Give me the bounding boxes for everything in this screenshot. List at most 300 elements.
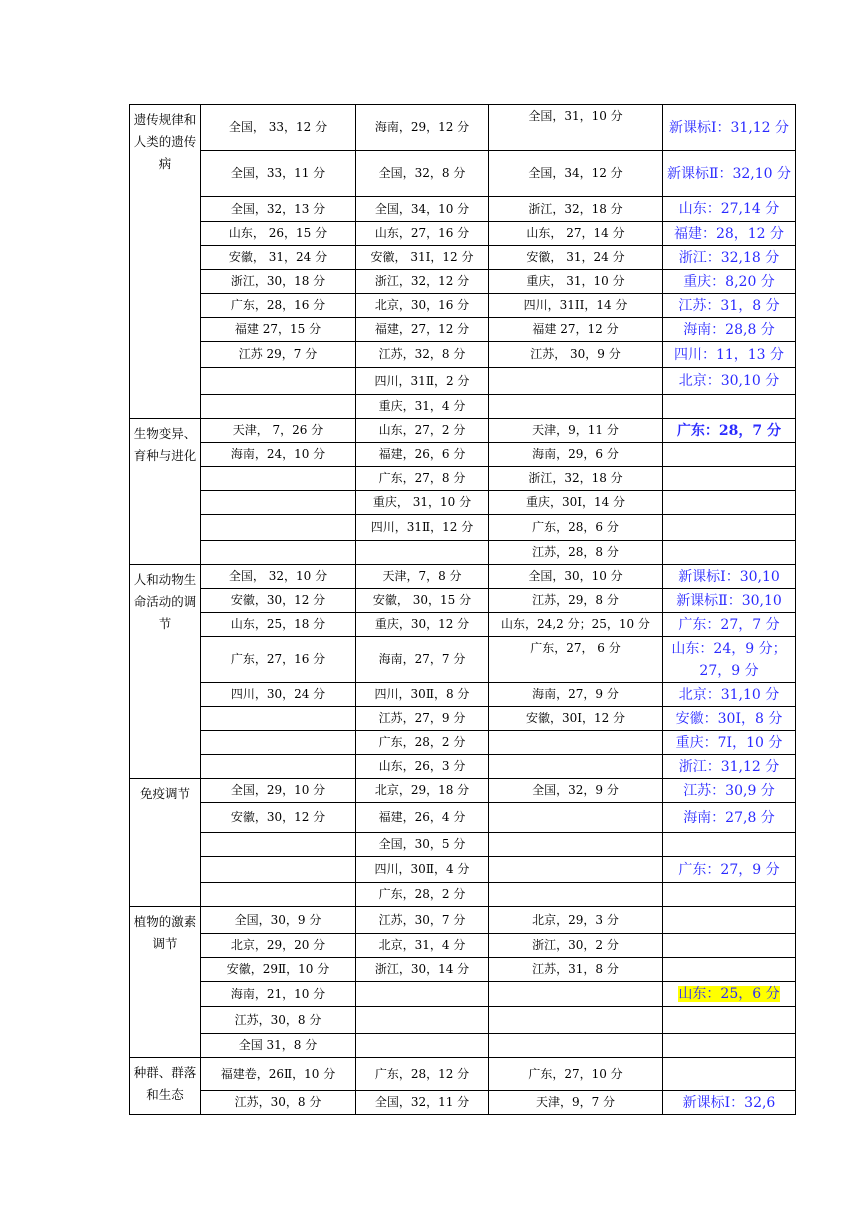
score-cell — [356, 907, 489, 934]
score-cell — [489, 883, 663, 907]
score-cell — [356, 779, 489, 803]
score-cell — [356, 151, 489, 197]
score-cell — [489, 491, 663, 515]
cell-text: 福建：28，12 分 — [673, 225, 785, 242]
score-cell — [201, 982, 356, 1007]
score-cell — [201, 833, 356, 857]
score-cell — [489, 342, 663, 368]
score-cell — [201, 613, 356, 637]
cell-text: 海南：28,8 分 — [683, 321, 775, 338]
score-cell — [201, 779, 356, 803]
highlight-score-cell — [663, 197, 796, 222]
table-row — [130, 368, 796, 395]
cell-text: 浙江，30，18 分 — [230, 274, 326, 288]
cell-text: 山东，24,2 分；25，10 分 — [501, 617, 650, 631]
cell-text: 海南，24，10 分 — [230, 447, 326, 461]
cell-text: 广东，28，12 分 — [374, 1066, 470, 1081]
score-cell — [201, 515, 356, 541]
score-cell — [356, 857, 489, 883]
highlight-score-cell — [663, 565, 796, 589]
highlight-score-cell — [663, 683, 796, 707]
score-cell — [489, 294, 663, 318]
cell-text: 山东，27，2 分 — [378, 423, 466, 437]
score-cell — [356, 637, 489, 683]
cell-text: 海南，29，6 分 — [532, 447, 619, 461]
cell-text: 四川，31Ⅱ，2 分 — [374, 373, 470, 388]
score-cell — [356, 246, 489, 270]
cell-text: 山东， 27，14 分 — [526, 226, 625, 240]
cell-text: 广东，28，6 分 — [532, 520, 619, 534]
exam-table-container — [129, 104, 796, 1115]
score-cell — [356, 515, 489, 541]
cell-text: 浙江，32，18 分 — [528, 471, 623, 485]
table-row — [130, 395, 796, 419]
cell-text: 浙江，30，2 分 — [532, 938, 619, 952]
highlight-score-cell — [663, 491, 796, 515]
score-cell — [201, 395, 356, 419]
cell-text: 广东：27，7 分 — [678, 616, 780, 633]
score-cell — [201, 637, 356, 683]
exam-score-table — [129, 104, 796, 1115]
score-cell — [356, 934, 489, 958]
score-cell — [356, 105, 489, 151]
cell-text: 全国，32，8 分 — [378, 166, 466, 180]
cell-text: 新课标Ⅰ：32,6 — [682, 1094, 776, 1111]
cell-text: 北京，29，18 分 — [374, 783, 470, 797]
highlight-score-cell — [663, 318, 796, 342]
table-row — [130, 883, 796, 907]
cell-text: 江苏：30,9 分 — [683, 782, 775, 799]
category-cell: 种群、群落和生态 — [130, 1058, 201, 1115]
highlight-score-cell — [663, 934, 796, 958]
score-cell — [489, 779, 663, 803]
score-cell — [489, 151, 663, 197]
cell-text: 新课标Ⅱ：32,10 分 — [666, 165, 792, 182]
score-cell — [356, 707, 489, 731]
cell-text: 重庆， 31，10 分 — [526, 274, 625, 288]
highlight-score-cell — [663, 1007, 796, 1034]
cell-text: 海南，27，7 分 — [378, 652, 466, 666]
highlight-score-cell — [663, 589, 796, 613]
highlight-score-cell — [663, 907, 796, 934]
cell-text: 全国，30，9 分 — [234, 912, 322, 927]
score-cell — [356, 1058, 489, 1091]
table-row — [130, 934, 796, 958]
score-cell — [201, 907, 356, 934]
cell-text: 广东，27，10 分 — [528, 1066, 623, 1081]
highlight-score-cell — [663, 1034, 796, 1058]
score-cell — [489, 637, 663, 683]
table-row — [130, 1091, 796, 1115]
score-cell — [201, 1091, 356, 1115]
score-cell — [201, 368, 356, 395]
score-cell — [489, 368, 663, 395]
highlight-score-cell — [663, 342, 796, 368]
cell-text: 广东，27， 6 分 — [530, 641, 621, 655]
highlight-score-cell — [663, 105, 796, 151]
score-cell — [201, 1034, 356, 1058]
score-cell — [356, 318, 489, 342]
highlight-score-cell — [663, 613, 796, 637]
score-cell — [356, 222, 489, 246]
score-cell — [201, 883, 356, 907]
highlight-score-cell — [663, 857, 796, 883]
score-cell — [489, 395, 663, 419]
cell-text: 安徽，30，12 分 — [230, 810, 326, 824]
cell-text: 江苏，30，8 分 — [234, 1095, 322, 1109]
score-cell — [489, 1058, 663, 1091]
cell-text: 浙江：32,18 分 — [678, 249, 780, 266]
cell-text: 重庆，30I，14 分 — [525, 495, 626, 509]
cell-text: 江苏，29，8 分 — [532, 593, 619, 607]
cell-text: 海南，27，9 分 — [532, 687, 619, 701]
score-cell — [489, 565, 663, 589]
cell-text: 全国， 32，10 分 — [228, 569, 328, 583]
score-cell — [201, 683, 356, 707]
highlight-score-cell — [663, 541, 796, 565]
cell-text: 安徽：30I，8 分 — [675, 710, 783, 727]
highlight-score-cell — [663, 637, 796, 683]
cell-text: 安徽， 31Ⅰ，12 分 — [370, 250, 474, 264]
score-cell — [489, 934, 663, 958]
score-cell — [489, 907, 663, 934]
score-cell — [356, 294, 489, 318]
cell-text: 全国，30，5 分 — [378, 837, 466, 851]
score-cell — [356, 1007, 489, 1034]
score-cell — [489, 1091, 663, 1115]
score-cell — [489, 731, 663, 755]
cell-text: 北京，29，20 分 — [230, 938, 326, 952]
cell-text: 全国，29，10 分 — [230, 783, 326, 797]
table-row — [130, 541, 796, 565]
cell-text: 北京：30,10 分 — [678, 373, 780, 389]
score-cell — [489, 613, 663, 637]
cell-text: 全国 31，8 分 — [238, 1038, 318, 1052]
table-row — [130, 294, 796, 318]
cell-text: 山东，25，18 分 — [230, 617, 326, 631]
table-row — [130, 1007, 796, 1034]
cell-text: 天津，9，11 分 — [532, 423, 619, 437]
cell-text: 四川，30Ⅱ，4 分 — [374, 862, 470, 876]
score-cell — [489, 515, 663, 541]
highlight-score-cell — [663, 368, 796, 395]
score-cell — [201, 467, 356, 491]
highlight-score-cell — [663, 515, 796, 541]
score-cell — [356, 565, 489, 589]
score-cell — [489, 707, 663, 731]
cell-text: 全国，31，10 分 — [528, 109, 623, 123]
cell-text: 全国，34，10 分 — [374, 201, 470, 216]
cell-text: 广东：28，7 分 — [676, 422, 782, 439]
table-body — [130, 105, 796, 1115]
score-cell — [356, 541, 489, 565]
cell-text: 海南：27,8 分 — [683, 809, 775, 826]
highlight-score-cell — [663, 1058, 796, 1091]
cell-text: 山东：24，9 分；27，9 分 — [671, 640, 787, 679]
score-cell — [201, 934, 356, 958]
cell-text: 安徽， 30，15 分 — [372, 593, 472, 607]
cell-text: 江苏，32，8 分 — [378, 347, 466, 361]
score-cell — [356, 803, 489, 833]
highlight-score-cell — [663, 467, 796, 491]
cell-text: 四川：11，13 分 — [673, 346, 785, 363]
score-cell — [356, 683, 489, 707]
cell-text: 山东，26，3 分 — [378, 759, 466, 773]
cell-text: 全国，30，10 分 — [528, 569, 623, 583]
table-row — [130, 731, 796, 755]
cell-text: 浙江，32，18 分 — [528, 201, 623, 216]
score-cell — [201, 491, 356, 515]
cell-text: 山东， 26，15 分 — [228, 226, 328, 240]
cell-text: 福建 27，12 分 — [532, 322, 619, 336]
cell-text: 福建，26，4 分 — [378, 810, 466, 824]
score-cell — [356, 613, 489, 637]
score-cell — [356, 197, 489, 222]
cell-text: 江苏，30，8 分 — [234, 1012, 322, 1027]
table-row — [130, 105, 796, 151]
cell-text: 江苏，31，8 分 — [532, 962, 619, 976]
score-cell — [201, 246, 356, 270]
cell-text: 重庆， 31，10 分 — [372, 495, 472, 509]
cell-text: 北京：31,10 分 — [678, 686, 780, 703]
cell-text: 安徽，30I，12 分 — [525, 711, 626, 725]
cell-text: 安徽，30，12 分 — [230, 593, 326, 607]
score-cell — [356, 731, 489, 755]
table-row — [130, 419, 796, 443]
score-cell — [356, 270, 489, 294]
cell-text: 四川，31Ⅱ，12 分 — [370, 520, 474, 534]
table-row — [130, 565, 796, 589]
table-row — [130, 589, 796, 613]
category-cell: 免疫调节 — [130, 779, 201, 907]
score-cell — [489, 467, 663, 491]
score-cell — [201, 105, 356, 151]
cell-text: 全国， 33，12 分 — [228, 120, 328, 134]
highlight-score-cell — [663, 883, 796, 907]
table-row — [130, 982, 796, 1007]
table-row — [130, 833, 796, 857]
highlight-score-cell — [663, 395, 796, 419]
score-cell — [489, 803, 663, 833]
table-row — [130, 246, 796, 270]
score-cell — [201, 419, 356, 443]
cell-text: 浙江，32，12 分 — [374, 274, 470, 288]
score-cell — [489, 982, 663, 1007]
cell-text: 福建 27，15 分 — [234, 322, 322, 336]
highlight-score-cell — [663, 294, 796, 318]
table-row — [130, 443, 796, 467]
table-row — [130, 857, 796, 883]
score-cell — [356, 589, 489, 613]
highlight-score-cell — [663, 779, 796, 803]
score-cell — [201, 151, 356, 197]
score-cell — [489, 683, 663, 707]
score-cell — [356, 443, 489, 467]
highlight-score-cell — [663, 731, 796, 755]
cell-text: 山东，27，16 分 — [374, 226, 470, 240]
score-cell — [356, 883, 489, 907]
cell-text: 海南，29，12 分 — [374, 120, 470, 134]
cell-text: 山东：25，6 分 — [678, 986, 780, 1002]
score-cell — [201, 318, 356, 342]
table-row — [130, 707, 796, 731]
cell-text: 浙江，30，14 分 — [374, 962, 470, 976]
highlight-score-cell — [663, 222, 796, 246]
cell-text: 北京，30，16 分 — [374, 298, 470, 312]
cell-text: 江苏， 30，9 分 — [530, 347, 621, 361]
cell-text: 福建，27，12 分 — [374, 322, 470, 336]
score-cell — [201, 443, 356, 467]
score-cell — [356, 368, 489, 395]
highlight-score-cell — [663, 803, 796, 833]
cell-text: 重庆，30，12 分 — [374, 617, 470, 631]
cell-text: 江苏，30，7 分 — [378, 912, 466, 927]
cell-text: 江苏 29，7 分 — [238, 347, 318, 361]
cell-text: 广东，28，2 分 — [378, 735, 466, 749]
cell-text: 山东：27,14 分 — [678, 201, 780, 217]
cell-text: 海南，21，10 分 — [230, 986, 326, 1001]
highlight-score-cell — [663, 151, 796, 197]
table-row — [130, 222, 796, 246]
table-row — [130, 318, 796, 342]
score-cell — [489, 1007, 663, 1034]
category-cell: 遗传规律和人类的遗传病 — [130, 105, 201, 419]
score-cell — [201, 589, 356, 613]
score-cell — [489, 443, 663, 467]
score-cell — [356, 958, 489, 982]
score-cell — [201, 541, 356, 565]
cell-text: 全国，32，11 分 — [374, 1095, 470, 1109]
cell-text: 全国，33，11 分 — [230, 166, 326, 180]
table-row — [130, 637, 796, 683]
score-cell — [356, 982, 489, 1007]
score-cell — [201, 197, 356, 222]
score-cell — [356, 1034, 489, 1058]
cell-text: 全国，32，13 分 — [230, 201, 326, 216]
cell-text: 新课标Ⅰ：31,12 分 — [668, 119, 790, 136]
score-cell — [489, 589, 663, 613]
cell-text: 广东，27，8 分 — [378, 471, 466, 485]
cell-text: 广东，27，16 分 — [230, 652, 326, 666]
score-cell — [489, 197, 663, 222]
score-cell — [201, 342, 356, 368]
score-cell — [489, 246, 663, 270]
cell-text: 江苏：31，8 分 — [678, 297, 780, 314]
score-cell — [489, 105, 663, 151]
highlight-score-cell — [663, 443, 796, 467]
table-row — [130, 907, 796, 934]
table-row — [130, 342, 796, 368]
category-cell: 人和动物生命活动的调节 — [130, 565, 201, 779]
score-cell — [356, 1091, 489, 1115]
highlight-score-cell — [663, 419, 796, 443]
score-cell — [201, 1007, 356, 1034]
cell-text: 重庆：8,20 分 — [683, 273, 775, 290]
score-cell — [489, 755, 663, 779]
score-cell — [489, 958, 663, 982]
cell-text: 新课标Ⅰ：30,10 — [678, 568, 780, 585]
category-cell: 植物的激素调节 — [130, 907, 201, 1058]
score-cell — [201, 1058, 356, 1091]
score-cell — [489, 270, 663, 294]
score-cell — [356, 491, 489, 515]
score-cell — [489, 222, 663, 246]
score-cell — [356, 467, 489, 491]
cell-text: 福建，26，6 分 — [378, 447, 466, 461]
score-cell — [489, 1034, 663, 1058]
score-cell — [201, 294, 356, 318]
highlight-score-cell — [663, 246, 796, 270]
cell-text: 北京，29，3 分 — [532, 912, 619, 927]
cell-text: 四川，30Ⅱ，8 分 — [374, 687, 470, 701]
table-row — [130, 613, 796, 637]
highlight-score-cell — [663, 982, 796, 1007]
highlight-score-cell — [663, 707, 796, 731]
cell-text: 四川，30，24 分 — [230, 687, 326, 701]
table-row — [130, 270, 796, 294]
score-cell — [201, 857, 356, 883]
table-row — [130, 491, 796, 515]
highlight-score-cell — [663, 755, 796, 779]
score-cell — [201, 731, 356, 755]
cell-text: 安徽，29Ⅱ，10 分 — [226, 962, 330, 976]
cell-text: 广东，28，16 分 — [230, 298, 326, 312]
cell-text: 广东，28，2 分 — [378, 887, 466, 901]
score-cell — [489, 857, 663, 883]
score-cell — [356, 342, 489, 368]
score-cell — [201, 222, 356, 246]
cell-text: 全国，34，12 分 — [528, 166, 623, 180]
score-cell — [489, 419, 663, 443]
category-cell: 生物变异、育种与进化 — [130, 419, 201, 565]
score-cell — [356, 395, 489, 419]
score-cell — [201, 707, 356, 731]
cell-text: 福建卷，26Ⅱ，10 分 — [220, 1066, 336, 1081]
table-row — [130, 958, 796, 982]
cell-text: 全国，32，9 分 — [532, 783, 619, 797]
score-cell — [201, 270, 356, 294]
cell-text: 天津， 7，26 分 — [232, 423, 324, 437]
table-row — [130, 1034, 796, 1058]
cell-text: 浙江：31,12 分 — [678, 758, 780, 775]
cell-text: 重庆，31，4 分 — [378, 399, 466, 413]
cell-text: 北京，31，4 分 — [378, 938, 466, 952]
cell-text: 四川，31II，14 分 — [523, 298, 628, 312]
cell-text: 安徽， 31，24 分 — [228, 250, 328, 264]
table-row — [130, 197, 796, 222]
score-cell — [356, 755, 489, 779]
cell-text: 新课标Ⅱ：30,10 — [676, 592, 782, 609]
table-row — [130, 515, 796, 541]
cell-text: 江苏，28，8 分 — [532, 545, 619, 559]
cell-text: 天津，7，8 分 — [382, 569, 462, 583]
score-cell — [356, 833, 489, 857]
score-cell — [201, 803, 356, 833]
score-cell — [356, 419, 489, 443]
score-cell — [201, 755, 356, 779]
table-row — [130, 803, 796, 833]
cell-text: 重庆：7Ⅰ，10 分 — [675, 734, 783, 751]
table-row — [130, 467, 796, 491]
table-row — [130, 779, 796, 803]
score-cell — [489, 318, 663, 342]
cell-text: 广东：27，9 分 — [678, 861, 780, 878]
table-row — [130, 151, 796, 197]
highlight-score-cell — [663, 833, 796, 857]
score-cell — [201, 958, 356, 982]
cell-text: 江苏，27，9 分 — [378, 711, 466, 725]
score-cell — [201, 565, 356, 589]
